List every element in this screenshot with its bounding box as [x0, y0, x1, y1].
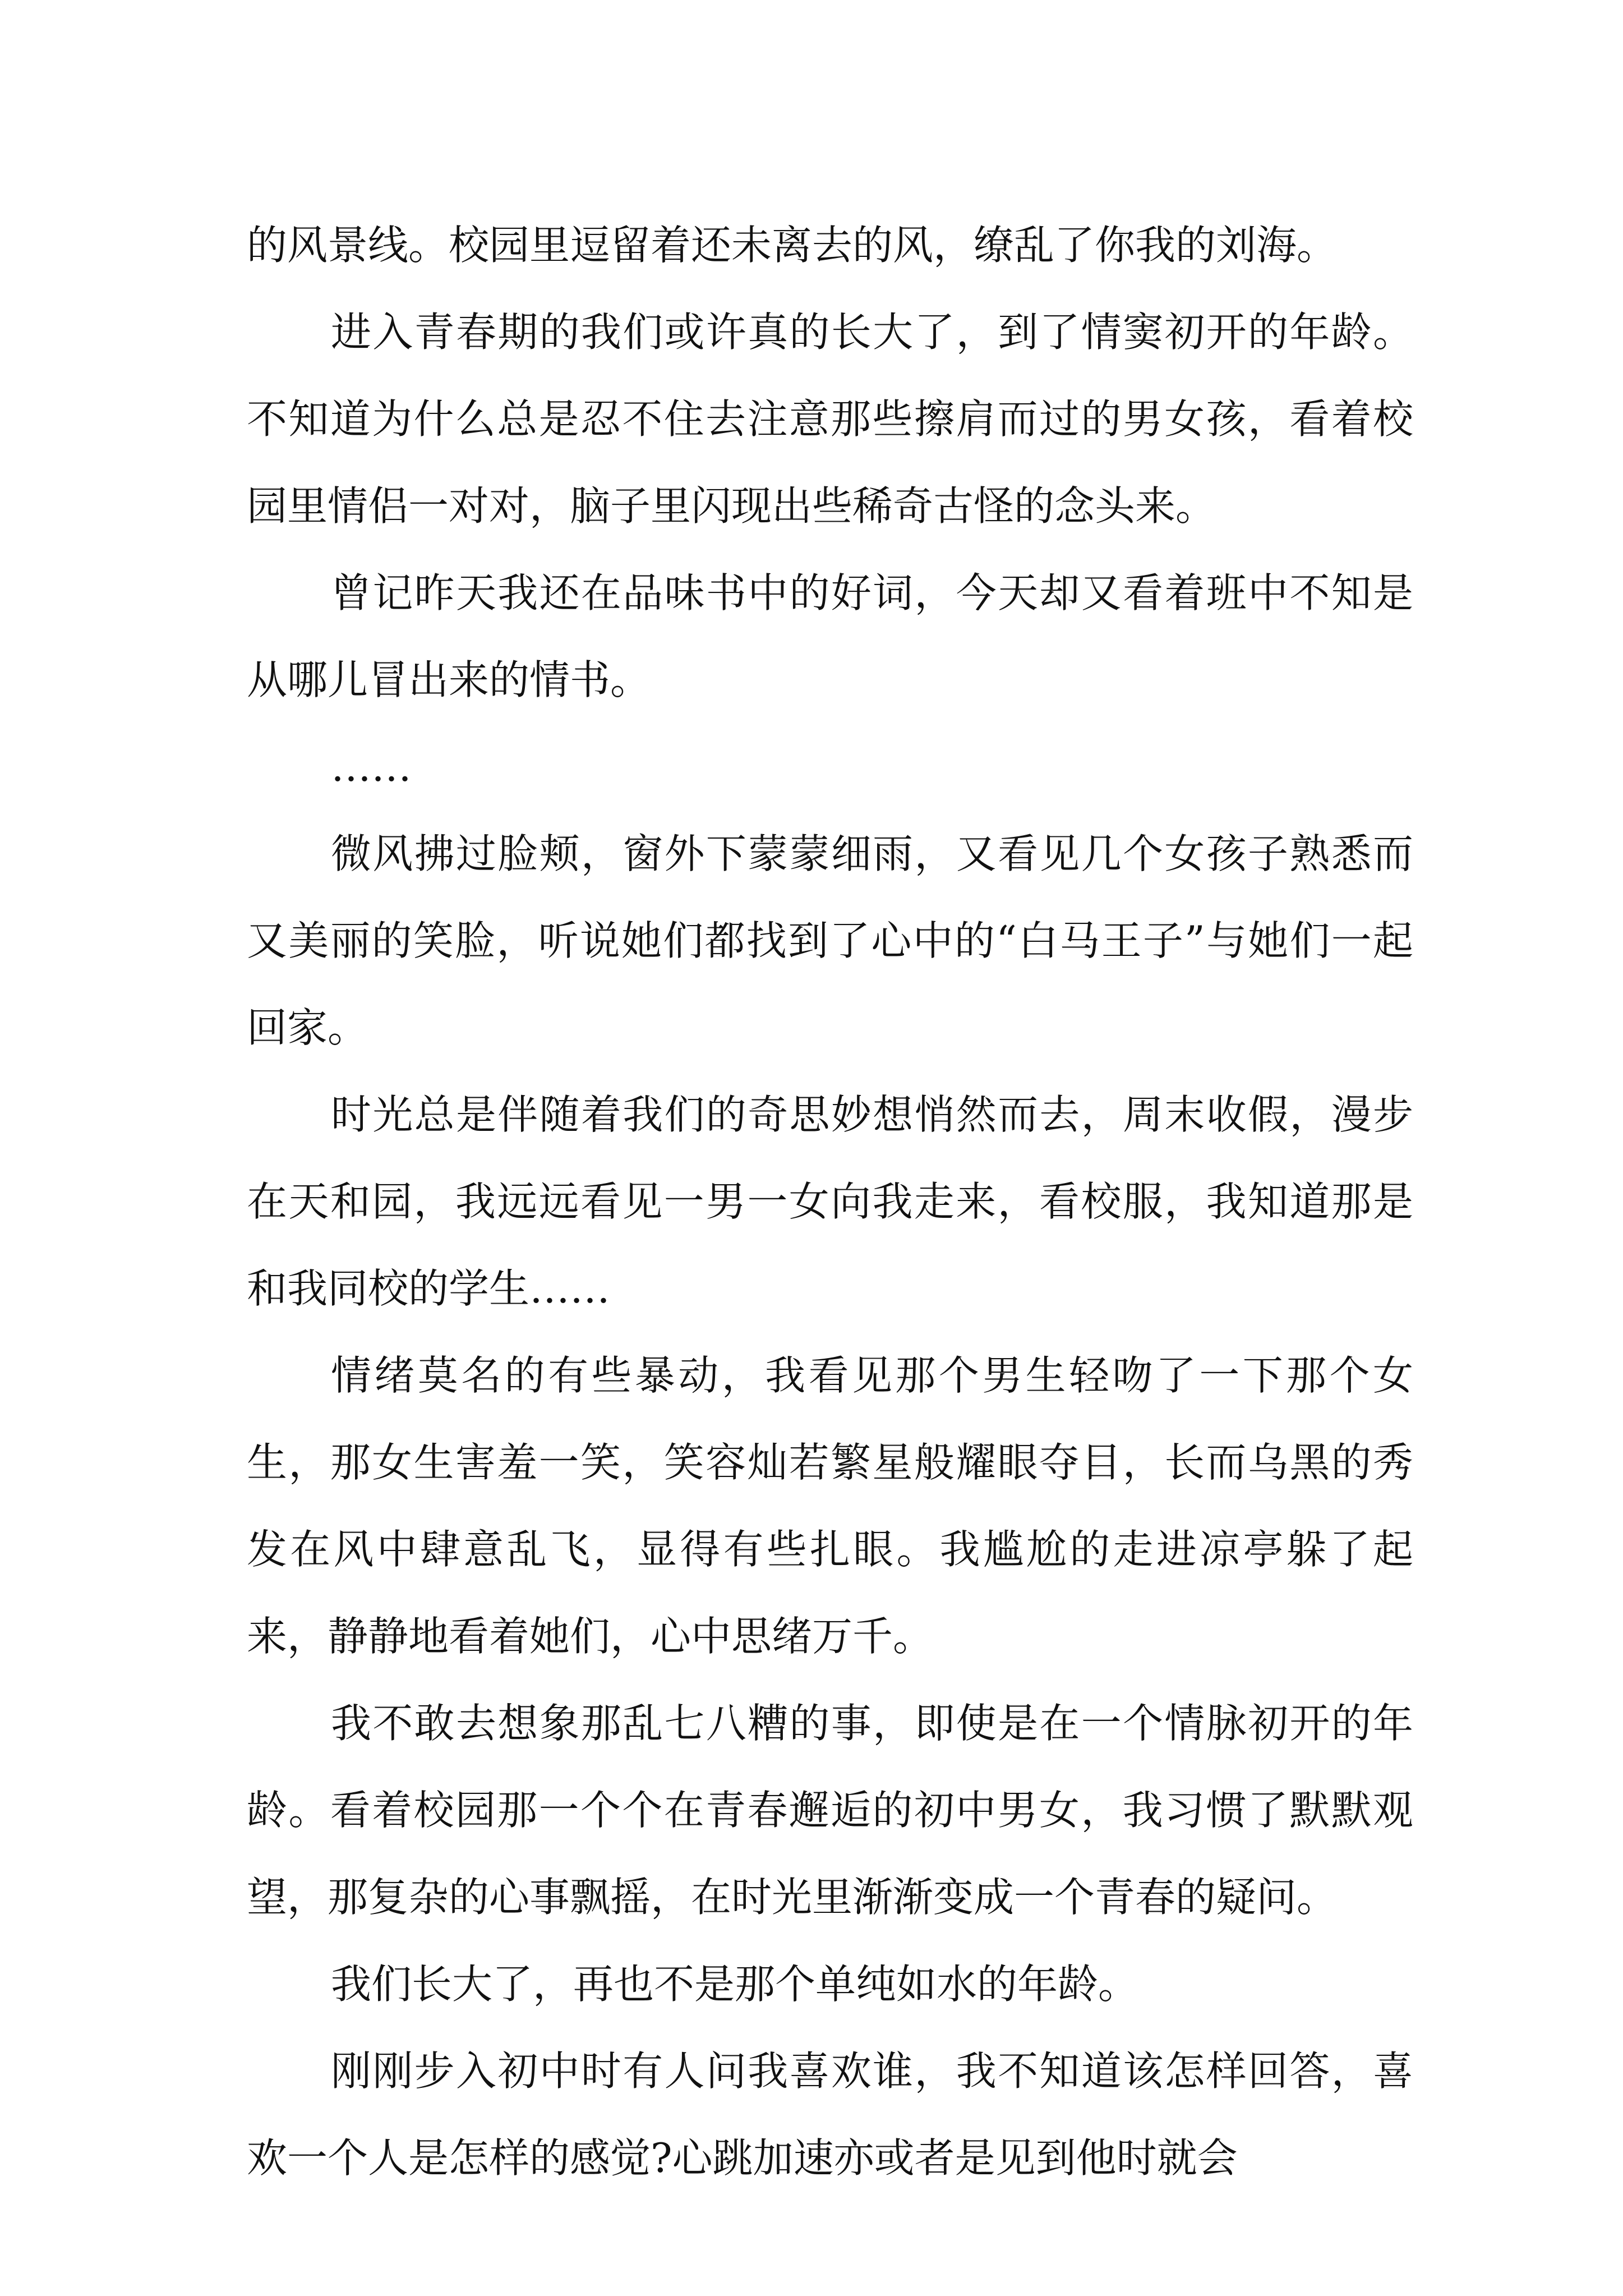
paragraph-1: 的风景线。校园里逗留着还未离去的风，缭乱了你我的刘海。 [247, 222, 1338, 269]
paragraph-ellipsis: …… [331, 743, 412, 790]
paragraph-10: 刚刚步入初中时有人问我喜欢谁，我不知道该怎样回答，喜欢一个人是怎样的感觉?心跳加速亦或者是见到他时就会 [247, 2047, 1413, 2182]
paragraph-7: 情绪莫名的有些暴动，我看见那个男生轻吻了一下那个女生，那女生害羞一笑，笑容灿若繁星般耀眼夺目，长而乌黑的秀发在风中肆意乱飞，显得有些扎眼。我尴尬的走进凉亭躲了起来，静静地看着她们，心中思绪万千。 [247, 1352, 1413, 1660]
paragraph-9: 我们长大了，再也不是那个单纯如水的年龄。 [331, 1961, 1139, 2008]
paragraph-2: 进入青春期的我们或许真的长大了，到了情窦初开的年龄。不知道为什么总是忍不住去注意那些擦肩而过的男女孩，看着校园里情侣一对对，脑子里闪现出些稀奇古怪的念头来。 [247, 309, 1413, 530]
paragraph-6: 时光总是伴随着我们的奇思妙想悄然而去，周末收假，漫步在天和园，我远远看见一男一女向我走来，看校服，我知道那是和我同校的学生…… [247, 1091, 1413, 1312]
document-body [247, 202, 1413, 2202]
paragraph-5: 微风拂过脸颊，窗外下蒙蒙细雨，又看见几个女孩子熟悉而又美丽的笑脸，听说她们都找到了心中的“白马王子”与她们一起回家。 [247, 830, 1413, 1051]
paragraph-8: 我不敢去想象那乱七八糟的事，即使是在一个情脉初开的年龄。看着校园那一个个在青春邂逅的初中男女，我习惯了默默观望，那复杂的心事飘摇，在时光里渐渐变成一个青春的疑问。 [247, 1700, 1413, 1921]
paragraph-3: 曾记昨天我还在品味书中的好词，今天却又看着班中不知是从哪儿冒出来的情书。 [247, 569, 1413, 703]
